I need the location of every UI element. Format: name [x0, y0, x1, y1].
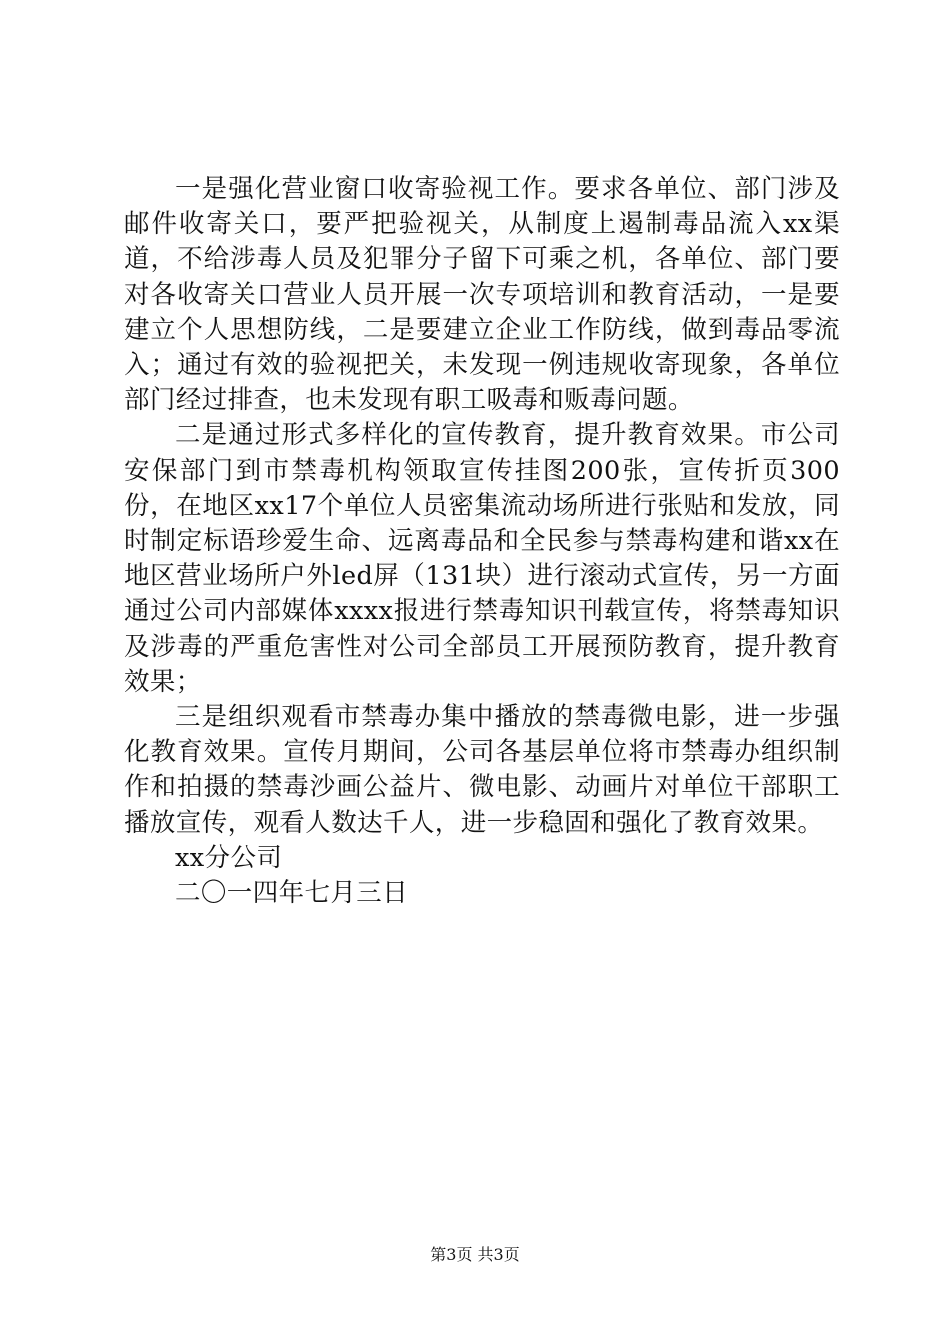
paragraph-2: 二是通过形式多样化的宣传教育，提升教育效果。市公司安保部门到市禁毒机构领取宣传挂图200张，宣传折页300份，在地区xx17个单位人员密集流动场所进行张贴和发放，同时制定标语珍爱生命、远离毒品和全民参与禁毒构建和谐xx在地区营业场所户外led屏（131块）进行滚动式宣传，另一方面通过公司内部媒体xxxx报进行禁毒知识刊载宣传，将禁毒知识及涉毒的严重危害性对公司全部员工开展预防教育，提升教育效果； [124, 420, 840, 697]
document-body [124, 172, 840, 911]
paragraph-1: 一是强化营业窗口收寄验视工作。要求各单位、部门涉及邮件收寄关口，要严把验视关，从制度上遏制毒品流入xx渠道，不给涉毒人员及犯罪分子留下可乘之机，各单位、部门要对各收寄关口营业人员开展一次专项培训和教育活动，一是要建立个人思想防线，二是要建立企业工作防线，做到毒品零流入；通过有效的验视把关，未发现一例违规收寄现象，各单位部门经过排查，也未发现有职工吸毒和贩毒问题。 [124, 174, 840, 416]
paragraph-3: 三是组织观看市禁毒办集中播放的禁毒微电影，进一步强化教育效果。宣传月期间，公司各基层单位将市禁毒办组织制作和拍摄的禁毒沙画公益片、微电影、动画片对单位干部职工播放宣传，观看人数达千人，进一步稳固和强化了教育效果。 [124, 702, 840, 838]
signature-line: xx分公司 [175, 842, 283, 873]
page-footer: 第3页 共3页 [430, 1245, 520, 1264]
date-line: 二〇一四年七月三日 [175, 878, 409, 909]
